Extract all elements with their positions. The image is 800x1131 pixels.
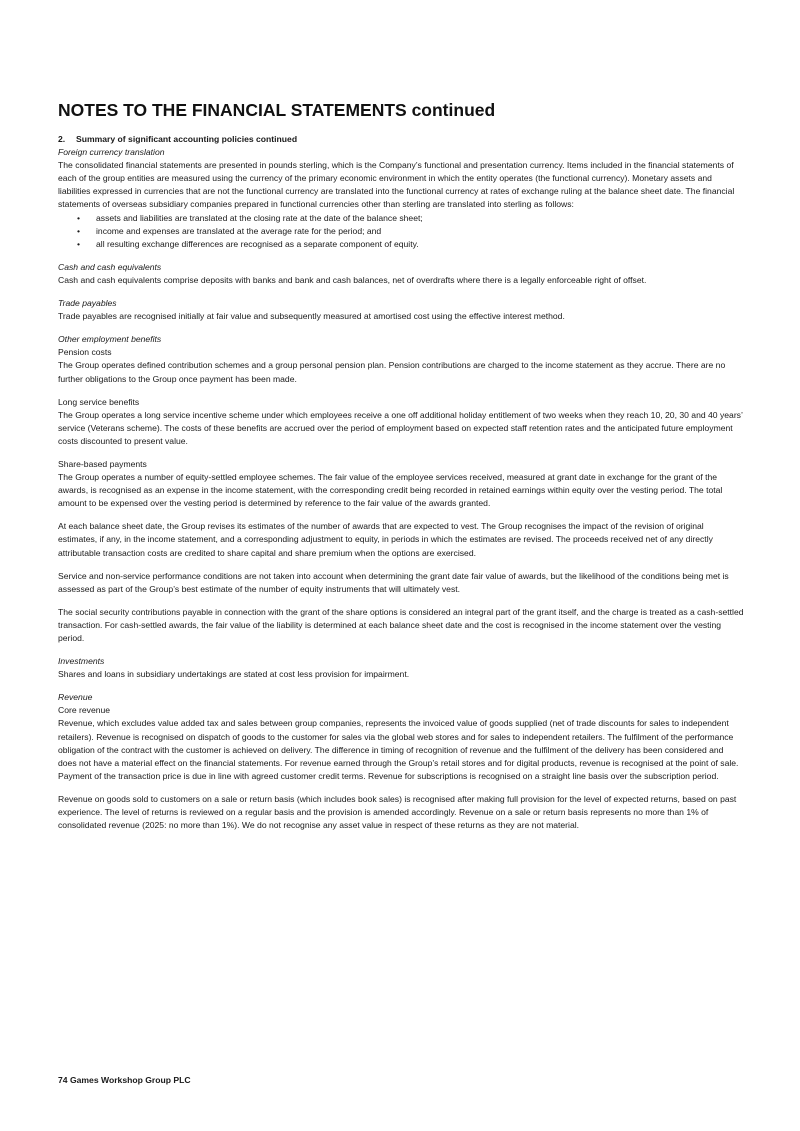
share-based-title: Share-based payments bbox=[58, 458, 147, 469]
bullet-icon: • bbox=[77, 225, 81, 236]
trade-payables-block bbox=[58, 297, 744, 323]
trade-payables-subheading: Trade payables bbox=[58, 298, 117, 309]
foreign-currency-body: The consolidated financial statements are presented in pounds sterling, which is the Company’s functional and presentation currency. Items included in the financial statements of each of the group entities are measured using the currency of the primary economic environment in which the entity operates (the functional currency). Monetary assets and liabilities expressed in currencies that are not the functional currency are translated into the functional currency at rates of exchange ruling at the balance sheet date. The financial statements of overseas subsidiary companies prepared in functional currencies other than sterling are translated into sterling as follows: bbox=[58, 160, 735, 210]
other-benefits-block bbox=[58, 333, 744, 385]
revenue-subheading: Revenue bbox=[58, 692, 93, 703]
share-based-para: At each balance sheet date, the Group revises its estimates of the number of awards that are expected to vest. The Group recognises the impact of the revision of original estimates, if any, in the income statement, and a corresponding adjustment to equity, in periods in which the estimates are revised. The proceeds received net of any directly attributable transaction costs are credited to share capital and share premium when the options are exercised. bbox=[58, 521, 713, 558]
notes-content bbox=[58, 133, 744, 842]
list-item bbox=[58, 238, 744, 251]
share-based-para: The Group operates a number of equity-settled employee schemes. The fair value of the employee services received, measured at grant date in exchange for the grant of the awards, is recognised as an expense in the income statement, with the corresponding credit being recorded in retained earnings within equity over the vesting period. The total amount to be expensed over the vesting period is determined by reference to the fair value of the awards granted. bbox=[58, 472, 723, 509]
investments-subheading: Investments bbox=[58, 656, 105, 667]
section-title bbox=[58, 133, 744, 146]
investments-block bbox=[58, 655, 744, 681]
share-based-block bbox=[58, 458, 744, 645]
long-service-body: The Group operates a long service incentive scheme under which employees receive a one off additional holiday entitlement of two weeks when they reach 10, 20, 30 and 40 years’ service (Veterans scheme). The costs of these benefits are accrued over the period of employment based on expected staff retention rates and the anticipated future employment costs discounted to present value. bbox=[58, 409, 743, 446]
page-heading: NOTES TO THE FINANCIAL STATEMENTS continued bbox=[58, 100, 496, 120]
list-item-text: assets and liabilities are translated at the closing rate at the date of the balance sheet; bbox=[96, 212, 423, 223]
other-benefits-subheading: Other employment benefits bbox=[58, 334, 162, 345]
pension-title: Pension costs bbox=[58, 347, 112, 358]
list-item bbox=[58, 212, 744, 225]
list-item-text: income and expenses are translated at the average rate for the period; and bbox=[96, 225, 382, 236]
page-footer: 74 Games Workshop Group PLC bbox=[58, 1075, 191, 1085]
long-service-title: Long service benefits bbox=[58, 396, 140, 407]
section-number: 2. bbox=[58, 134, 66, 144]
core-revenue-title: Core revenue bbox=[58, 705, 111, 716]
investments-body: Shares and loans in subsidiary undertakings are stated at cost less provision for impairment. bbox=[58, 669, 410, 680]
list-item bbox=[58, 225, 744, 238]
share-based-para: The social security contributions payable in connection with the grant of the share options is considered an integral part of the grant itself, and the charge is treated as a cash-settled transaction. For cash-settled awards, the fair value of the liability is determined at each balance sheet date and the cost is recognised in the income statement over the vesting period. bbox=[58, 606, 744, 643]
trade-payables-body: Trade payables are recognised initially at fair value and subsequently measured at amortised cost using the effective interest method. bbox=[58, 311, 565, 322]
bullet-icon: • bbox=[77, 212, 81, 223]
foreign-currency-block bbox=[58, 146, 744, 251]
section-title-text: Summary of significant accounting policies continued bbox=[76, 134, 298, 144]
returns-body: Revenue on goods sold to customers on a sale or return basis (which includes book sales) is recognised after making full provision for the level of expected returns, based on past experience. The level of returns is reviewed on a regular basis and the provision is amended accordingly. Revenue on a sale or return basis represents no more than 1% of consolidated revenue (2025: no more than 1%). We do not recognise any asset value in respect of these returns as they are not material. bbox=[58, 793, 737, 831]
list-item-text: all resulting exchange differences are recognised as a separate component of equity. bbox=[96, 238, 419, 249]
cash-block bbox=[58, 261, 744, 287]
document-page bbox=[58, 0, 744, 1131]
bullet-icon: • bbox=[77, 238, 81, 249]
cash-subheading: Cash and cash equivalents bbox=[58, 261, 162, 272]
share-based-para: Service and non-service performance conditions are not taken into account when determining the grant date fair value of awards, but the likelihood of the conditions being met is assessed as part of the Group’s best estimate of the number of equity instruments that will ultimately vest. bbox=[58, 570, 729, 594]
foreign-currency-bullets bbox=[58, 212, 744, 251]
pension-body: The Group operates defined contribution schemes and a group personal pension plan. Pension contributions are charged to the income statement as they accrue. There are no further obligations to the Group once payment has been made. bbox=[58, 360, 726, 384]
revenue-block bbox=[58, 691, 744, 832]
long-service-block bbox=[58, 396, 744, 448]
foreign-currency-subheading: Foreign currency translation bbox=[58, 147, 165, 158]
cash-body: Cash and cash equivalents comprise deposits with banks and bank and cash balances, net of overdrafts where there is a legally enforceable right of offset. bbox=[58, 274, 647, 285]
core-revenue-body: Revenue, which excludes value added tax and sales between group companies, represents the invoiced value of goods supplied (net of trade discounts for sales to independent retailers). Revenue is recognised on dispatch of goods to the customer for sales via the global web stores and for sales to independent retailers. The fulfilment of the performance obligation of the contract with the customer is achieved on delivery. The difference in timing of recognition of revenue and the fulfilment of the delivery has been considered and does not have a material effect on the financial statements. For revenue earned through the Group’s retail stores and for digital products, revenue is recognised at the point of sale. Payment of the transaction price is due in line with agreed customer credit terms. Revenue for subscriptions is recognised on a straight line basis over the subscription period. bbox=[58, 718, 739, 781]
